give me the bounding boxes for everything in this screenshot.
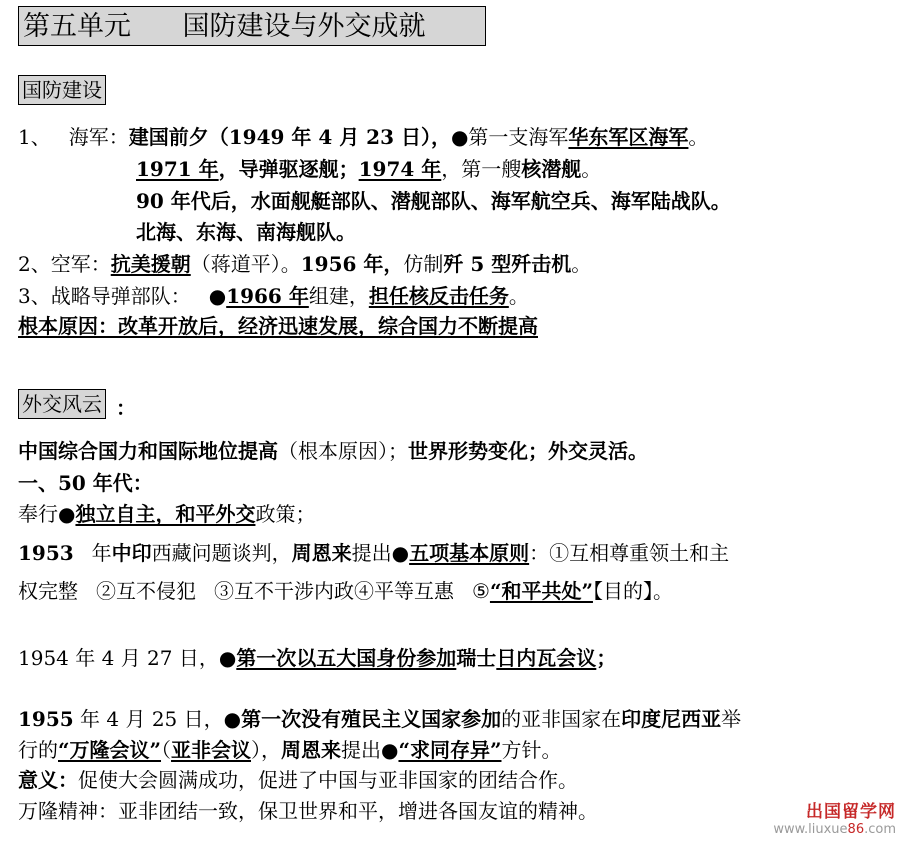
east-china-navy: 华东军区海军 (568, 125, 689, 149)
bullet-dot: ● (223, 707, 242, 731)
text: 举 (721, 707, 742, 731)
air-label: 空军： (50, 252, 111, 276)
bullet-dot: ● (391, 541, 410, 565)
principle: ③互不干涉内政④平等互惠 (214, 579, 454, 603)
fleets: 北海、东海、南海舰队。 (136, 220, 356, 244)
navy-text: ，第一艘 (441, 157, 522, 181)
url-part: 86 (847, 822, 865, 837)
text: 年 (91, 541, 112, 565)
watermark-logo-text: 出国留学网 (806, 802, 896, 822)
navy-units: 水面舰艇部队、潜舰部队、海军航空兵、海军陆战队。 (250, 189, 731, 213)
meaning-label: 意义： (18, 768, 78, 792)
principle: 权完整 (18, 579, 78, 603)
year-1966: 1966 年 (226, 284, 309, 308)
section-colon: ： (116, 396, 136, 420)
section-heading-diplomacy: 外交风云 (18, 389, 106, 419)
year-1974: 1974 年 (358, 157, 442, 181)
missile-label: 战略导弹部队： (50, 284, 191, 308)
decade-90: 90 年代后， (136, 189, 251, 213)
five-powers: 第一次以五大国身份参加 (236, 646, 457, 670)
year-1955: 1955 (18, 707, 74, 731)
root-cause-text: 根本原因：改革开放后，经济迅速发展，综合国力不断提高 (18, 314, 538, 338)
zhou-enlai: 周恩来 (281, 738, 342, 762)
defense-root-cause (18, 313, 538, 339)
watermark (773, 797, 896, 837)
diplomacy-intro (18, 438, 648, 464)
text: 行的 (18, 738, 58, 762)
intro-text: 中国综合国力和国际地位提高 (18, 439, 278, 463)
peaceful-coexistence: “和平共处” (489, 579, 593, 603)
indonesia: 印度尼西亚 (621, 707, 722, 731)
air-force-line (18, 251, 591, 277)
year-1956: 1956 年， (300, 252, 404, 276)
policy-line (18, 501, 315, 527)
principle: ⑤ (472, 579, 490, 603)
principle: ②互不侵犯 (96, 579, 196, 603)
policy-text: 政策； (255, 502, 316, 526)
air-text: （蒋道平）。 (190, 252, 301, 276)
section-heading-defense: 国防建设 (18, 75, 106, 105)
text: （ (161, 738, 172, 762)
air-text: 仿制 (403, 252, 444, 276)
navy-line-2 (136, 156, 601, 182)
text: 西藏问题谈判， (151, 541, 292, 565)
text: 【目的】。 (592, 579, 673, 603)
punct: 。 (508, 284, 529, 308)
independent-peace-policy: 独立自主，和平外交 (75, 502, 256, 526)
bandung-spirit-line (18, 798, 598, 824)
bullet-dot: ● (208, 284, 227, 308)
bullet-dot: ● (450, 125, 469, 149)
policy-text: 奉行 (18, 502, 58, 526)
era-1950s-heading (18, 470, 153, 496)
text: 提出 (351, 541, 392, 565)
five-principles-line (18, 578, 673, 604)
line-1954 (18, 645, 616, 671)
geneva-conference: 日内瓦会议 (496, 646, 597, 670)
item-number: 2、 (18, 252, 51, 276)
bandung-conference: “万隆会议” (58, 738, 162, 762)
meaning-text: 促使大会圆满成功，促进了中国与亚非国家的团结合作。 (78, 768, 578, 792)
resist-us-aid-korea: 抗美援朝 (110, 252, 191, 276)
nuclear-sub: 核潜舰 (521, 157, 582, 181)
bandung-line (18, 737, 561, 763)
intro-text: （根本原因）； (278, 439, 408, 463)
punct: 。 (688, 125, 709, 149)
watermark-url (773, 822, 896, 837)
item-number: 3、 (18, 284, 51, 308)
punct: ； (596, 646, 617, 670)
asian-african-conference: 亚非会议 (171, 738, 252, 762)
jet-fighter: 歼 5 型歼击机 (443, 252, 572, 276)
switzerland: 瑞士 (456, 646, 497, 670)
text: 方针。 (501, 738, 562, 762)
bullet-dot: ● (58, 502, 76, 526)
line-1955 (18, 706, 741, 732)
item-number: 1、 (18, 125, 51, 149)
text: ）， (251, 738, 282, 762)
intro-text: 世界形势变化；外交灵活。 (408, 439, 648, 463)
china-india: 中印 (111, 541, 152, 565)
navy-line-1 (18, 124, 708, 150)
year-1953: 1953 (18, 541, 74, 565)
date-1954: 1954 年 4 月 27 日， (18, 646, 219, 670)
bandung-spirit: 万隆精神：亚非团结一致，保卫世界和平，增进各国友谊的精神。 (18, 799, 598, 823)
navy-line-4 (136, 219, 356, 245)
bullet-dot: ● (218, 646, 237, 670)
text: 的亚非国家在 (501, 707, 622, 731)
navy-text: 第一支海军 (468, 125, 569, 149)
punct: 。 (571, 252, 592, 276)
zhou-enlai: 周恩来 (291, 541, 352, 565)
unit-title: 第五单元 国防建设与外交成就 (18, 6, 486, 46)
punct: 。 (581, 157, 602, 181)
navy-line-3 (136, 188, 731, 214)
missile-line (18, 283, 529, 309)
bullet-dot: ● (381, 738, 399, 762)
navy-label: 海军： (68, 125, 129, 149)
url-part: .com (864, 822, 896, 837)
text: 年 4 月 25 日， (73, 707, 224, 731)
line-1953 (18, 540, 729, 566)
text: 提出 (341, 738, 382, 762)
five-principles: 五项基本原则 (409, 541, 530, 565)
missile-text: 组建， (308, 284, 369, 308)
era-heading: 一、50 年代： (18, 471, 153, 495)
url-part: www.liuxue (773, 822, 848, 837)
meaning-line (18, 767, 578, 793)
no-colonial-powers: 第一次没有殖民主义国家参加 (241, 707, 502, 731)
navy-text: 建国前夕（1949 年 4 月 23 日）， (128, 125, 451, 149)
text: ：①互相尊重领土和主 (529, 541, 730, 565)
nuclear-counterstrike: 担任核反击任务 (368, 284, 509, 308)
navy-text: ，导弹驱逐舰； (218, 157, 359, 181)
year-1971: 1971 年 (136, 157, 219, 181)
seek-common-ground: “求同存异” (398, 738, 502, 762)
